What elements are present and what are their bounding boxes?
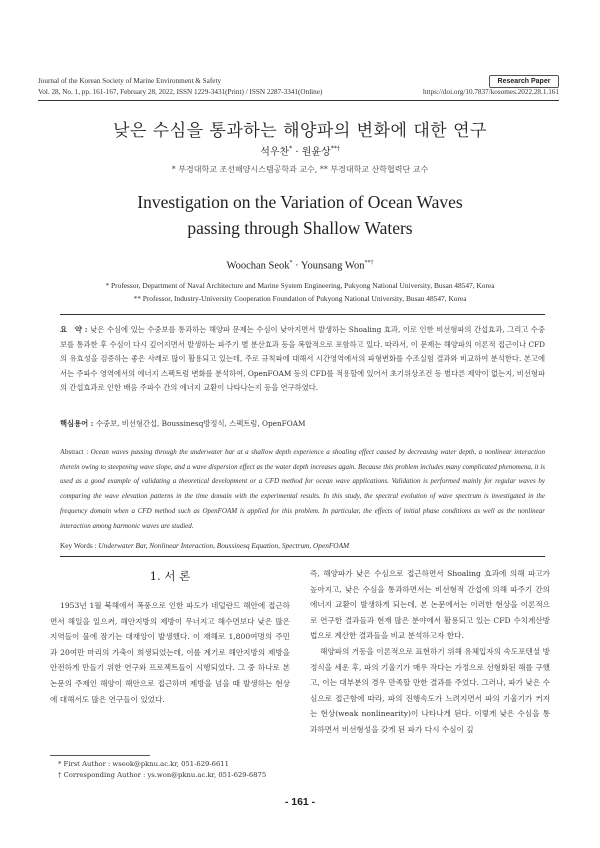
- author-2-en-mark: **†: [364, 260, 374, 266]
- page-number: - 161 -: [284, 796, 316, 808]
- english-keywords: [60, 541, 545, 550]
- author-1-en: Woochan Seok: [226, 260, 290, 272]
- footnote-corresponding-author: † Corresponding Author : ys.won@pknu.ac.kr, 051-629-6875: [58, 771, 267, 779]
- section-heading-introduction: 1. 서 론: [149, 569, 191, 583]
- footnote-first-author: * First Author : wseok@pknu.ac.kr, 051-629-6611: [58, 760, 229, 768]
- author-2-mark: **†: [330, 145, 340, 153]
- korean-authors: [0, 143, 600, 158]
- english-authors: [0, 260, 600, 272]
- author-1-en-mark: *: [289, 260, 293, 266]
- volume-line: Vol. 28, No. 1, pp. 161-167, February 28, 2022, ISSN 1229-3431(Print) / ISSN 2287-3341(Online): [38, 88, 323, 96]
- english-abstract-label: Abstract :: [60, 448, 91, 456]
- english-keywords-text: Underwater Bar, Nonlinear Interaction, Boussinesq Equation, Spectrum, OpenFOAM: [98, 541, 350, 550]
- korean-keywords: [60, 419, 545, 429]
- left-paragraph: 1953년 1월 북해에서 폭풍으로 인한 파도가 네덜란드 해안에 접근하면서 해일을 일으켜, 해안지방의 제방이 무너지고 해수면보다 낮은 많은 지역들이 물에 잠기는 대재앙이 발생했다. 이 재해로 1,800여명의 주민과 20여만 마리의 가축이 희생되었는데, 이를 계기로 해안지방의 제방을 안전하게 만들기 위한 연구와 프로젝트들이 시행되었다. 그 중 하나로 본 논문의 주제인 해양이 해안으로 접근하며 제방을 넘을 때 발생하는 현상에 대해서도 많은 연구들이 있었다.: [50, 601, 290, 704]
- korean-title: 낮은 수심을 통과하는 해양파의 변화에 대한 연구: [113, 121, 487, 141]
- english-affiliation-1: * Professor, Department of Naval Architecture and Marine System Engineering, Pukyong National University, Busan 48547, Korea: [105, 281, 495, 290]
- author-1-mark: *: [289, 145, 293, 153]
- abstract-bottom-rule: [60, 556, 545, 557]
- korean-affiliation: * 부경대학교 조선해양시스템공학과 교수, ** 부경대학교 산학협력단 교수: [171, 165, 429, 174]
- english-keywords-label: Key Words :: [60, 541, 99, 550]
- english-title-line-2: passing through Shallow Waters: [187, 218, 413, 238]
- author-2-ko: 원윤상: [301, 147, 331, 158]
- right-column: [310, 566, 550, 738]
- english-affiliation-2: ** Professor, Industry-University Cooperation Foundation of Pukyong National University, Busan 48547, Korea: [133, 294, 467, 303]
- korean-abstract-label: 요 약 :: [60, 325, 91, 334]
- left-column: [50, 598, 290, 707]
- right-paragraph-1: 즉, 해양파가 낮은 수심으로 접근하면서 Shoaling 효과에 의해 파고가 높아지고, 낮은 수심을 통과하면서는 비선형적 간섭에 의해 파주기 간의 에너지 교환이 발생하게 되는데, 본 논문에서는 이러한 현상을 이론적으로 연구한 결과들과 현재 많은 분야에서 활용되고 있는 CFD 수치계산방법으로 계산한 결과들을 비교 분석하고자 한다.: [310, 569, 550, 641]
- english-abstract: [60, 445, 545, 533]
- author-en-separator: ·: [292, 260, 301, 272]
- english-title-line-1: Investigation on the Variation of Ocean Waves: [137, 192, 463, 212]
- korean-abstract: [60, 323, 545, 396]
- english-abstract-text: Ocean waves passing through the underwater bar at a shallow depth experience a shoaling effect caused by decreasing water depth, a nonlinear interaction therein owing to steepening wave slope, and a wave dispersion effect as the water depth increases again. Because this problem includes many complicated phenomena, it is used as a good example of validating a theoretical development or a CFD method for ocean wave applications. Validation is performed mainly for regular waves by comparing the wave elevation patterns in the time domain with the experimental results. In this study, the spectral evolution of wave spectrum is investigated in the frequency domain when a CFD method such as OpenFOAM is applied for this problem. In particular, the effects of initial phase conditions as well as the nonlinear interaction among harmonic waves are studied.: [60, 448, 545, 530]
- author-2-en: Younsang Won: [300, 260, 365, 272]
- korean-keywords-text: 수중보, 비선형간섭, Boussinesq방정식, 스펙트럼, OpenFOAM: [95, 419, 306, 428]
- research-paper-badge: Research Paper: [489, 75, 559, 88]
- header-rule: [38, 100, 559, 101]
- journal-name: Journal of the Korean Society of Marine Environment & Safety: [38, 77, 222, 85]
- right-paragraph-2: 해양파의 거동을 이론적으로 표현하기 위해 유체입자의 속도포텐셜 방정식을 세운 후, 파의 기울기가 매우 작다는 가정으로 선형화된 해를 구했고, 이는 대부분의 경우 만족할 만한 결과를 주었다. 그러나, 파가 낮은 수심으로 접근함에 따라, 파의 진행속도가 느려지면서 파의 기울기가 커지는 현상(weak nonlinearity)이 나타나게 된다. 이렇게 낮은 수심을 통과하면서 비선형성을 갖게 된 파가 다시 수심이 깊: [310, 646, 550, 734]
- author-separator: ·: [292, 147, 302, 158]
- abstract-top-rule: [60, 314, 545, 315]
- author-1-ko: 석우찬: [260, 147, 290, 158]
- footnote-rule: [50, 755, 150, 756]
- korean-abstract-text: 낮은 수심에 있는 수중보를 통과하는 해양파 문제는 수심이 낮아지면서 발생하는 Shoaling 효과, 이로 인한 비선형파의 간섭효과, 그리고 수중보를 통과한 후 수심이 다시 깊어지면서 발생하는 파주기 별 분산효과 등을 복합적으로 포함하고 있다. 따라서, 이 문제는 해양파의 이론적 접근이나 CFD의 유효성을 검증하는 좋은 사례로 많이 활용되고 있는데, 주로 규칙파에 대해서 시간영역에서의 파형변화를 수조실험 결과와 비교하여 분석한다. 본고에서는 주파수 영역에서의 에너지 스펙트럼 변화를 분석하여, OpenFOAM 등의 CFD를 적용할에 있어서 초기위상조건 등 별다른 제약이 없는지, 비선형파의 간섭효과로 인한 배음 주파수 간의 에너지 교환이 나타나는지 등을 연구하였다.: [60, 325, 546, 392]
- korean-keywords-label: 핵심용어 :: [60, 419, 96, 428]
- doi-link[interactable]: https://doi.org/10.7837/kosomes.2022.28.1.161: [422, 88, 559, 96]
